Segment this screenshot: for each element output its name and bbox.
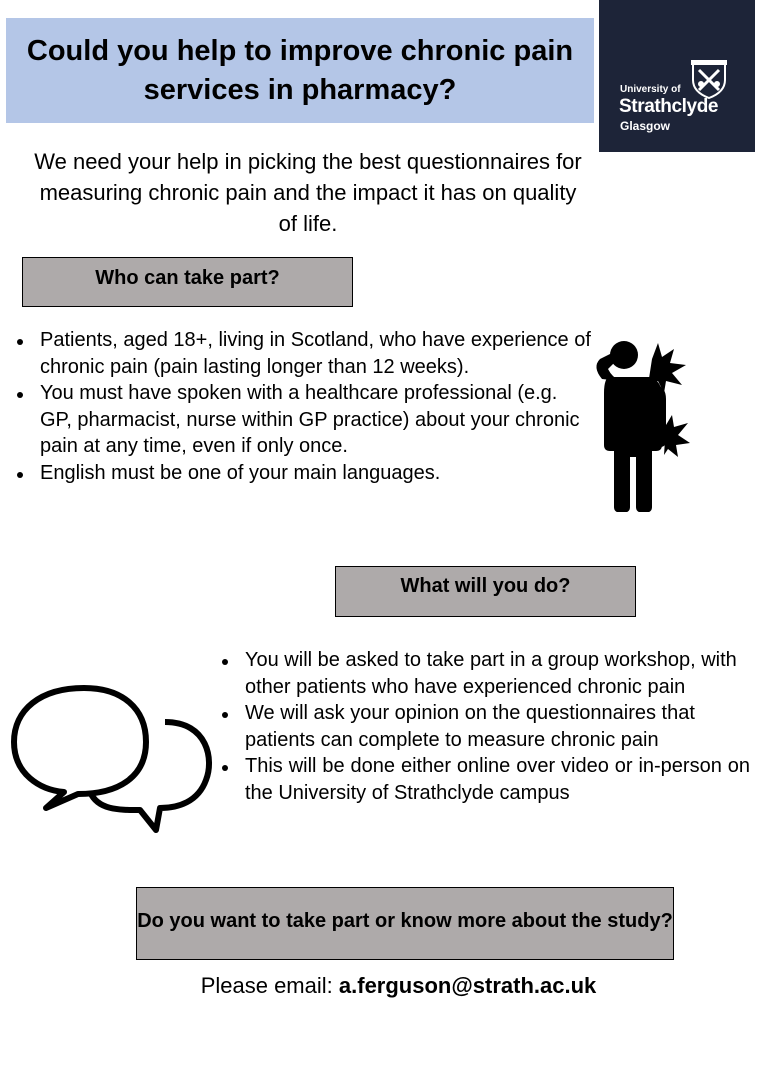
list-item: We will ask your opinion on the questionnaires that patients can complete to measure chronic pain <box>222 700 750 753</box>
list-item: English must be one of your main languages. <box>17 460 592 487</box>
logo-university-of: University of <box>620 84 681 95</box>
list-item: Patients, aged 18+, living in Scotland, who have experience of chronic pain (pain lasting longer than 12 weeks). <box>17 327 592 380</box>
intro-text: We need your help in picking the best questionnaires for measuring chronic pain and the impact it has on quality of life. <box>34 149 582 236</box>
email-address[interactable]: a.ferguson@strath.ac.uk <box>338 973 597 998</box>
cta-heading: Do you want to take part or know more about the study? <box>136 887 674 960</box>
person-in-pain-icon <box>590 337 700 512</box>
list-item: You will be asked to take part in a group workshop, with other patients who have experienced chronic pain <box>222 647 750 700</box>
page-title: Could you help to improve chronic pain services in pharmacy? <box>26 34 574 106</box>
who-heading: Who can take part? <box>22 257 353 307</box>
who-list <box>17 327 592 486</box>
university-crest-icon <box>685 60 733 100</box>
university-logo <box>599 0 755 152</box>
email-line <box>0 973 759 999</box>
what-heading: What will you do? <box>335 566 636 617</box>
list-item: You must have spoken with a healthcare professional (e.g. GP, pharmacist, nurse within GP practice) about your chronic pain at any time, even if only once. <box>17 380 592 460</box>
logo-glasgow: Glasgow <box>620 119 671 133</box>
email-label: Please email: <box>200 973 333 998</box>
title-banner <box>6 18 594 123</box>
logo-strathclyde: Strathclyde <box>619 96 719 117</box>
speech-bubbles-icon <box>10 680 215 845</box>
list-item: This will be done either online over video or in-person on the University of Strathclyde campus <box>222 753 750 806</box>
what-list <box>222 647 750 806</box>
